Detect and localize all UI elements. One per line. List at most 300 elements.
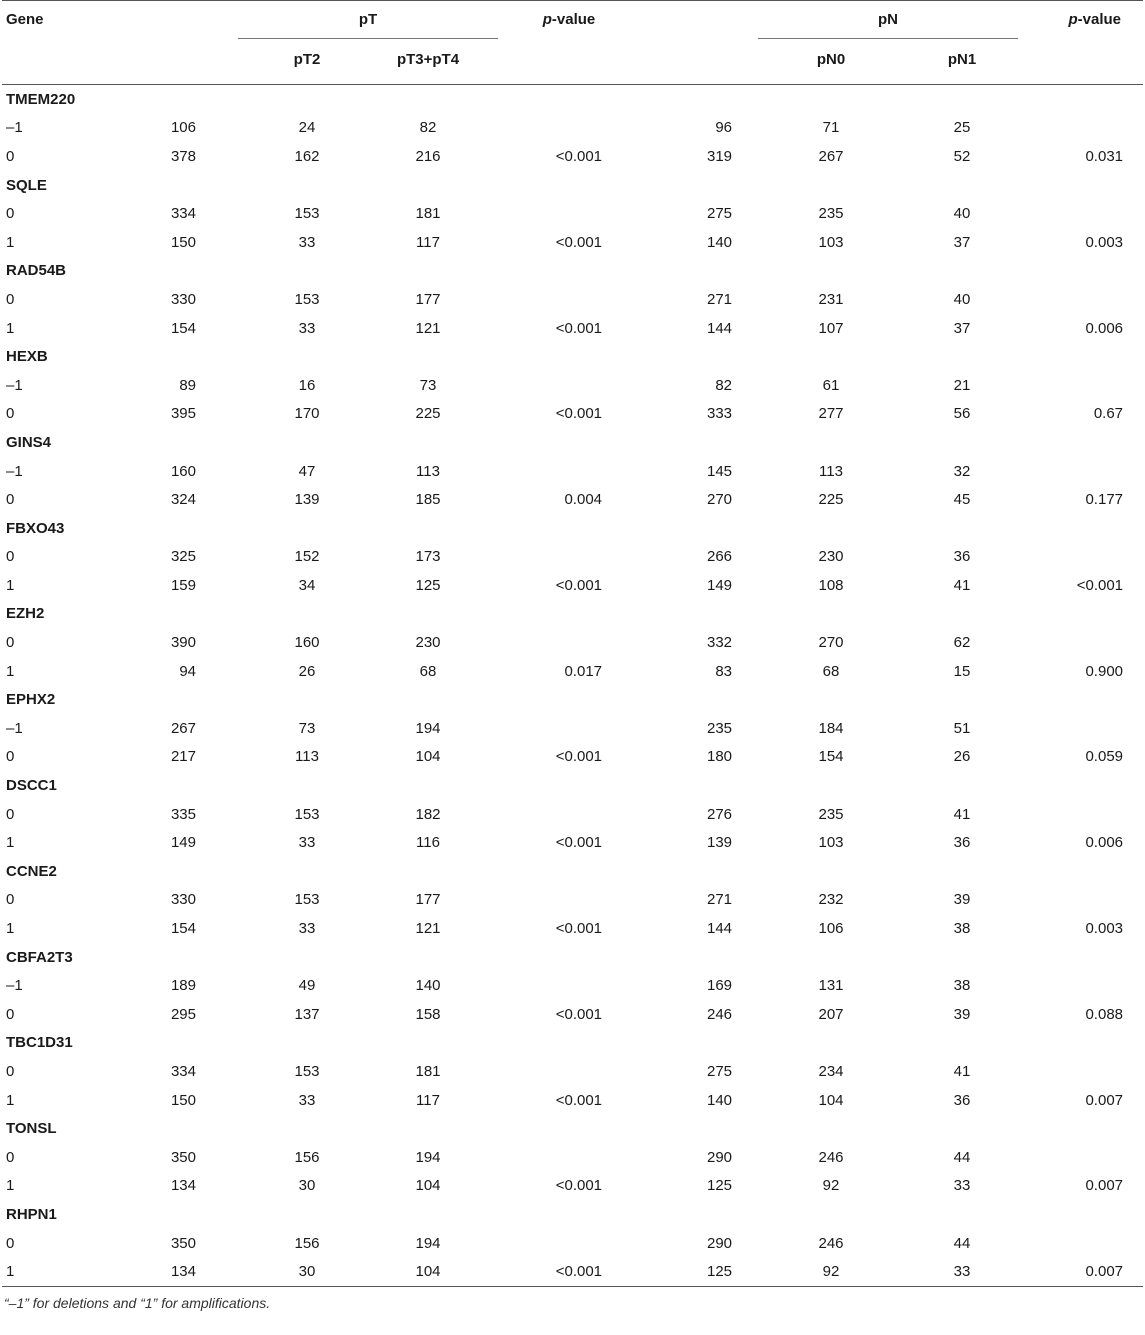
- cell-pvalue-pt: <0.001: [555, 1005, 603, 1023]
- cell-pn0: 61: [822, 376, 840, 394]
- cell-total: 350: [170, 1148, 196, 1166]
- cell-pvalue-pt: 0.017: [564, 662, 603, 680]
- cell-total-pn: 149: [706, 576, 733, 594]
- gene-header-row: [2, 771, 1143, 800]
- cell-pt3-pt4: 230: [415, 634, 441, 652]
- cell-pn1: 32: [953, 462, 971, 480]
- header-pvalue-pt: p-value: [542, 11, 596, 28]
- cell-total: 267: [170, 719, 196, 737]
- cell-pvalue-pt: [498, 1229, 640, 1258]
- header-gene: Gene: [6, 11, 44, 28]
- cell-pt3-pt4: 82: [419, 119, 437, 137]
- cell-total: 154: [170, 920, 196, 938]
- gene-header-row: [2, 1029, 1143, 1058]
- cell-total: 189: [170, 977, 196, 995]
- cell-total-pn: 180: [706, 748, 733, 766]
- cell-pvalue-pt: [498, 114, 640, 143]
- cell-total: 330: [170, 290, 196, 308]
- cell-pvalue-pt: [498, 1057, 640, 1086]
- cell-pvalue-pn: 0.177: [1085, 491, 1124, 509]
- row-label: 0: [6, 805, 15, 823]
- header-pvalue-pn: p-value: [1068, 11, 1122, 28]
- cell-total-pn: 290: [706, 1234, 733, 1252]
- row-label: –1: [6, 462, 23, 480]
- cell-total: 335: [170, 805, 196, 823]
- cell-pvalue-pt: <0.001: [498, 1257, 640, 1286]
- cell-pvalue-pt: [498, 199, 640, 228]
- cell-total-pn: 276: [706, 805, 733, 823]
- table-row: [2, 114, 1143, 143]
- cell-pn0: 225: [818, 491, 844, 509]
- cell-pvalue-pt: [498, 714, 640, 743]
- cell-pn0: 103: [818, 834, 844, 852]
- cell-total-pn: 235: [706, 719, 733, 737]
- cell-pt2: 153: [294, 1062, 320, 1080]
- cell-pt3-pt4: 158: [415, 1005, 441, 1023]
- cell-pvalue-pt: <0.001: [555, 147, 603, 165]
- cell-pn1: 33: [894, 1257, 1018, 1286]
- cell-pn0: 235: [818, 805, 844, 823]
- cell-pvalue-pn: 0.059: [1085, 748, 1124, 766]
- gene-header-row: [2, 342, 1143, 371]
- cell-pn0: 92: [822, 1177, 840, 1195]
- cell-pn0: 246: [818, 1234, 844, 1252]
- gene-name: FBXO43: [6, 519, 65, 537]
- cell-pvalue-pt: <0.001: [555, 1177, 603, 1195]
- cell-pn1: 25: [953, 119, 971, 137]
- cell-total-pn: 275: [706, 1062, 733, 1080]
- gene-name: SQLE: [6, 176, 47, 194]
- cell-total-pn: 144: [706, 319, 733, 337]
- table-row: [2, 1086, 1143, 1115]
- cell-pt2: 113: [295, 748, 319, 766]
- cell-total-pn: 271: [706, 290, 733, 308]
- table-row: [2, 199, 1143, 228]
- row-label: 0: [6, 205, 15, 223]
- cell-pn1: 37: [953, 233, 971, 251]
- table-row: [2, 571, 1143, 600]
- row-label: 0: [6, 748, 15, 766]
- cell-pvalue-pn: 0.67: [1093, 405, 1124, 423]
- cell-pt2: 160: [294, 634, 320, 652]
- row-label: 0: [6, 634, 15, 652]
- cell-pn0: 235: [818, 205, 844, 223]
- gene-name: TMEM220: [6, 90, 76, 108]
- cell-pt2: 153: [294, 805, 320, 823]
- cell-pn0: 234: [818, 1062, 844, 1080]
- cell-pt2: 33: [298, 920, 316, 938]
- cell-total: 106: [170, 119, 196, 137]
- cell-pvalue-pn: [1018, 714, 1143, 743]
- cell-total: 334: [170, 205, 196, 223]
- table-row: [2, 800, 1143, 829]
- cell-pvalue-pt: [498, 285, 640, 314]
- cell-pvalue-pt: [498, 371, 640, 400]
- cell-pn1: 44: [953, 1234, 971, 1252]
- cell-pt3-pt4: 116: [416, 834, 440, 852]
- cell-pt2: 153: [294, 891, 320, 909]
- table-body: [2, 85, 1143, 1287]
- cell-pvalue-pt: [498, 1143, 640, 1172]
- cell-pn1: 45: [953, 491, 971, 509]
- cell-pn0: 270: [818, 634, 844, 652]
- cell-pt2: 153: [294, 205, 320, 223]
- cell-pt2: 162: [294, 147, 320, 165]
- cell-pt2: 16: [298, 376, 316, 394]
- table-row: [2, 371, 1143, 400]
- header-row-2: [2, 39, 1143, 85]
- cell-total-pn: 145: [706, 462, 733, 480]
- cell-pt3-pt4: 194: [415, 719, 441, 737]
- gene-header-row: [2, 85, 1143, 114]
- cell-total: 390: [170, 634, 196, 652]
- cell-pt3-pt4: 177: [415, 891, 441, 909]
- cell-total: 134: [170, 1177, 196, 1195]
- cell-pt2: 33: [298, 233, 316, 251]
- row-label: –1: [6, 719, 23, 737]
- cell-pn0: 230: [818, 548, 844, 566]
- cell-pvalue-pn: 0.088: [1085, 1005, 1124, 1023]
- cell-total: 295: [170, 1005, 196, 1023]
- row-label: 1: [6, 576, 15, 594]
- cell-pt2: 153: [294, 290, 320, 308]
- header-row-1: [2, 1, 1143, 39]
- table-row: [2, 828, 1143, 857]
- cell-pn1: 33: [953, 1177, 971, 1195]
- cell-pt3-pt4: 194: [415, 1234, 441, 1252]
- cell-pn0: 108: [818, 576, 844, 594]
- cell-pn1: 40: [953, 290, 971, 308]
- gene-header-row: [2, 1200, 1143, 1229]
- gene-header-row: [2, 171, 1143, 200]
- table-row: [2, 1257, 1143, 1286]
- cell-pt3-pt4: 216: [415, 147, 441, 165]
- row-label: 0: [6, 891, 15, 909]
- row-label: 1: [6, 662, 15, 680]
- cell-pt2: 156: [294, 1148, 320, 1166]
- cell-pn1: 44: [953, 1148, 971, 1166]
- cell-pn1: 56: [953, 405, 971, 423]
- table-row: [2, 285, 1143, 314]
- row-label: 0: [6, 147, 15, 165]
- cell-pvalue-pn: [1018, 800, 1143, 829]
- table-row: [2, 886, 1143, 915]
- gene-header-row: [2, 685, 1143, 714]
- row-label: 1: [6, 319, 15, 337]
- table-row: [2, 485, 1143, 514]
- gene-header-row: [2, 600, 1143, 629]
- cell-pt3-pt4: 125: [415, 576, 441, 594]
- cell-pn0: 92: [758, 1257, 894, 1286]
- cell-pn1: 52: [953, 147, 971, 165]
- cell-pn0: 71: [822, 119, 840, 137]
- header-pn0: pN0: [758, 39, 894, 85]
- cell-pvalue-pt: [498, 886, 640, 915]
- cell-total-pn: 140: [706, 233, 733, 251]
- row-label: 1: [6, 1091, 15, 1109]
- row-label: 1: [6, 233, 15, 251]
- row-label: 0: [6, 1234, 15, 1252]
- gene-name: RHPN1: [6, 1205, 57, 1223]
- cell-total-pn: 246: [706, 1005, 733, 1023]
- cell-pvalue-pt: <0.001: [555, 748, 603, 766]
- cell-total: 150: [170, 233, 196, 251]
- header-pn: pN: [758, 1, 1018, 39]
- cell-pn1: 21: [953, 376, 971, 394]
- row-label: 0: [6, 1062, 15, 1080]
- cell-pvalue-pn: <0.001: [1076, 576, 1124, 594]
- table-row: [2, 1000, 1143, 1029]
- footnote: “–1” for deletions and “1” for amplifications.: [4, 1294, 271, 1311]
- table-row: [2, 1057, 1143, 1086]
- cell-pn0: 231: [818, 290, 844, 308]
- cell-pn0: 246: [818, 1148, 844, 1166]
- cell-pt3-pt4: 185: [415, 491, 441, 509]
- cell-pn0: 277: [818, 405, 844, 423]
- cell-pn1: 40: [953, 205, 971, 223]
- cell-total: 150: [170, 1091, 196, 1109]
- row-label: –1: [6, 119, 23, 137]
- cell-total: 324: [170, 491, 196, 509]
- gene-name: HEXB: [6, 348, 48, 366]
- cell-pt3-pt4: 113: [416, 462, 440, 480]
- gene-name: CBFA2T3: [6, 948, 73, 966]
- cell-total: 94: [179, 662, 196, 680]
- gene-header-row: [2, 1114, 1143, 1143]
- cell-pvalue-pt: [498, 628, 640, 657]
- cell-total-pn: 83: [715, 662, 733, 680]
- cell-pt2: 34: [298, 576, 316, 594]
- cell-total-pn: 266: [706, 548, 733, 566]
- table-row: [2, 228, 1143, 257]
- table-row: [2, 657, 1143, 686]
- cell-pn1: 51: [953, 719, 971, 737]
- cell-pvalue-pn: 0.006: [1085, 834, 1124, 852]
- table-row: [2, 142, 1143, 171]
- gene-header-row: [2, 514, 1143, 543]
- cell-pt2: 24: [298, 119, 316, 137]
- cell-pt3-pt4: 182: [415, 805, 441, 823]
- cell-total: 330: [170, 891, 196, 909]
- cell-pn1: 39: [953, 891, 971, 909]
- cell-total-pn: 333: [706, 405, 733, 423]
- cell-pt3-pt4: 68: [419, 662, 437, 680]
- gene-name: GINS4: [6, 433, 52, 451]
- cell-pvalue-pt: [498, 457, 640, 486]
- cell-pvalue-pt: [498, 543, 640, 572]
- cell-pt2: 137: [294, 1005, 320, 1023]
- row-label: –1: [6, 977, 23, 995]
- gene-header-row: [2, 857, 1143, 886]
- cell-pvalue-pn: [1018, 114, 1143, 143]
- table-row: [2, 400, 1143, 429]
- cell-pvalue-pn: [1018, 971, 1143, 1000]
- cell-pt3-pt4: 117: [416, 233, 440, 251]
- table-row: [2, 914, 1143, 943]
- cell-pvalue-pt: [498, 800, 640, 829]
- cell-total: 325: [170, 548, 196, 566]
- cell-pt2: 170: [294, 405, 320, 423]
- cell-total-pn: 275: [706, 205, 733, 223]
- cell-total-pn: 290: [706, 1148, 733, 1166]
- table-row: [2, 543, 1143, 572]
- cell-pvalue-pn: [1018, 199, 1143, 228]
- cell-pn1: 26: [953, 748, 971, 766]
- cell-pt2: 33: [298, 834, 316, 852]
- cell-total: 154: [170, 319, 196, 337]
- cell-pvalue-pt: <0.001: [555, 1091, 603, 1109]
- cell-total-pn: 144: [706, 920, 733, 938]
- cell-pt2: 30: [298, 1177, 316, 1195]
- cell-pt3-pt4: 121: [415, 319, 441, 337]
- cell-pvalue-pn: [1018, 543, 1143, 572]
- cell-total: 217: [170, 748, 196, 766]
- cell-total-pn: 332: [706, 634, 733, 652]
- cell-pn1: 62: [953, 634, 971, 652]
- cell-total-pn: 169: [706, 977, 733, 995]
- table-row: [2, 314, 1143, 343]
- gene-header-row: [2, 257, 1143, 286]
- table-header: [2, 1, 1143, 85]
- cell-pn0: 154: [818, 748, 844, 766]
- cell-pt3-pt4: 121: [415, 920, 441, 938]
- row-label: 0: [6, 1005, 15, 1023]
- cell-pt2: 30: [238, 1257, 358, 1286]
- cell-pvalue-pt: [498, 971, 640, 1000]
- cell-pt3-pt4: 140: [415, 977, 441, 995]
- cell-pvalue-pn: [1018, 628, 1143, 657]
- row-label: 1: [6, 1177, 15, 1195]
- cell-pn0: 184: [818, 719, 844, 737]
- cell-pn1: 41: [953, 1062, 971, 1080]
- cell-pvalue-pn: 0.003: [1085, 233, 1124, 251]
- row-label: 1: [2, 1257, 120, 1286]
- gene-name: DSCC1: [6, 777, 57, 795]
- cell-total: 378: [170, 147, 196, 165]
- cell-pt3-pt4: 104: [415, 748, 441, 766]
- cell-total-pn: 96: [715, 119, 733, 137]
- cell-pn0: 104: [818, 1091, 844, 1109]
- header-pt: pT: [238, 1, 498, 39]
- cell-pn0: 207: [818, 1005, 844, 1023]
- cell-total-pn: 125: [706, 1177, 733, 1195]
- cell-pvalue-pt: <0.001: [555, 319, 603, 337]
- gene-name: EPHX2: [6, 691, 56, 709]
- header-pn1: pN1: [894, 39, 1018, 85]
- cell-pvalue-pn: 0.900: [1085, 662, 1124, 680]
- cell-pn1: 37: [953, 319, 971, 337]
- row-label: 0: [6, 290, 15, 308]
- header-pt3-pt4: pT3+pT4: [358, 39, 498, 85]
- cell-total-pn: 139: [706, 834, 733, 852]
- cell-pt3-pt4: 104: [415, 1177, 441, 1195]
- header-pt2: pT2: [238, 39, 358, 85]
- cell-pn1: 41: [953, 805, 971, 823]
- cell-pt2: 152: [294, 548, 320, 566]
- row-label: 0: [6, 1148, 15, 1166]
- cell-pvalue-pt: <0.001: [555, 233, 603, 251]
- gene-name: TBC1D31: [6, 1034, 73, 1052]
- row-label: 1: [6, 834, 15, 852]
- cell-total: 89: [179, 376, 196, 394]
- cell-total-pn: 82: [715, 376, 733, 394]
- cell-pn1: 41: [953, 576, 971, 594]
- cell-pvalue-pt: <0.001: [555, 405, 603, 423]
- cell-pn1: 36: [953, 834, 971, 852]
- cell-pvalue-pt: 0.004: [564, 491, 603, 509]
- cell-pvalue-pn: 0.007: [1085, 1091, 1124, 1109]
- table-row: [2, 971, 1143, 1000]
- cell-pvalue-pn: 0.031: [1085, 147, 1124, 165]
- cell-pn0: 106: [818, 920, 844, 938]
- gene-association-table: [2, 0, 1143, 1287]
- cell-total: 160: [170, 462, 196, 480]
- cell-pt2: 73: [298, 719, 316, 737]
- table-row: [2, 457, 1143, 486]
- cell-pt2: 26: [298, 662, 316, 680]
- cell-pt3-pt4: 173: [415, 548, 441, 566]
- table-row: [2, 1143, 1143, 1172]
- cell-pvalue-pn: 0.007: [1018, 1257, 1143, 1286]
- cell-pvalue-pn: [1018, 886, 1143, 915]
- cell-total-pn: 271: [706, 891, 733, 909]
- table-row: [2, 714, 1143, 743]
- cell-pvalue-pt: <0.001: [555, 576, 603, 594]
- cell-pn0: 107: [818, 319, 844, 337]
- cell-pt2: 33: [298, 1091, 316, 1109]
- cell-total-pn: 140: [706, 1091, 733, 1109]
- gene-header-row: [2, 943, 1143, 972]
- cell-pn1: 36: [953, 548, 971, 566]
- cell-pt2: 33: [298, 319, 316, 337]
- cell-pn0: 113: [819, 462, 843, 480]
- cell-pvalue-pn: 0.006: [1085, 319, 1124, 337]
- cell-pvalue-pt: <0.001: [555, 834, 603, 852]
- gene-header-row: [2, 428, 1143, 457]
- cell-pt3-pt4: 177: [415, 290, 441, 308]
- table-row: [2, 743, 1143, 772]
- cell-pn0: 267: [818, 147, 844, 165]
- cell-pt2: 156: [294, 1234, 320, 1252]
- cell-total: 334: [170, 1062, 196, 1080]
- table-row: [2, 1172, 1143, 1201]
- cell-total-pn: 270: [706, 491, 733, 509]
- cell-total: 395: [170, 405, 196, 423]
- cell-pvalue-pn: [1018, 285, 1143, 314]
- cell-pn1: 36: [953, 1091, 971, 1109]
- cell-pt3-pt4: 181: [415, 205, 441, 223]
- cell-total: 350: [170, 1234, 196, 1252]
- cell-pn1: 38: [953, 920, 971, 938]
- cell-total: 134: [120, 1257, 238, 1286]
- cell-pvalue-pn: [1018, 1057, 1143, 1086]
- cell-pt3-pt4: 117: [416, 1091, 440, 1109]
- table-row: [2, 628, 1143, 657]
- row-label: 0: [6, 405, 15, 423]
- gene-name: RAD54B: [6, 262, 67, 280]
- cell-pt3-pt4: 194: [415, 1148, 441, 1166]
- cell-pn0: 103: [818, 233, 844, 251]
- row-label: 0: [6, 491, 15, 509]
- row-label: 1: [6, 920, 15, 938]
- cell-total: 159: [170, 576, 196, 594]
- cell-pt3-pt4: 225: [415, 405, 441, 423]
- cell-pn1: 38: [953, 977, 971, 995]
- cell-pt2: 49: [298, 977, 316, 995]
- table-row: [2, 1229, 1143, 1258]
- cell-pt3-pt4: 104: [358, 1257, 498, 1286]
- cell-total-pn: 125: [640, 1257, 758, 1286]
